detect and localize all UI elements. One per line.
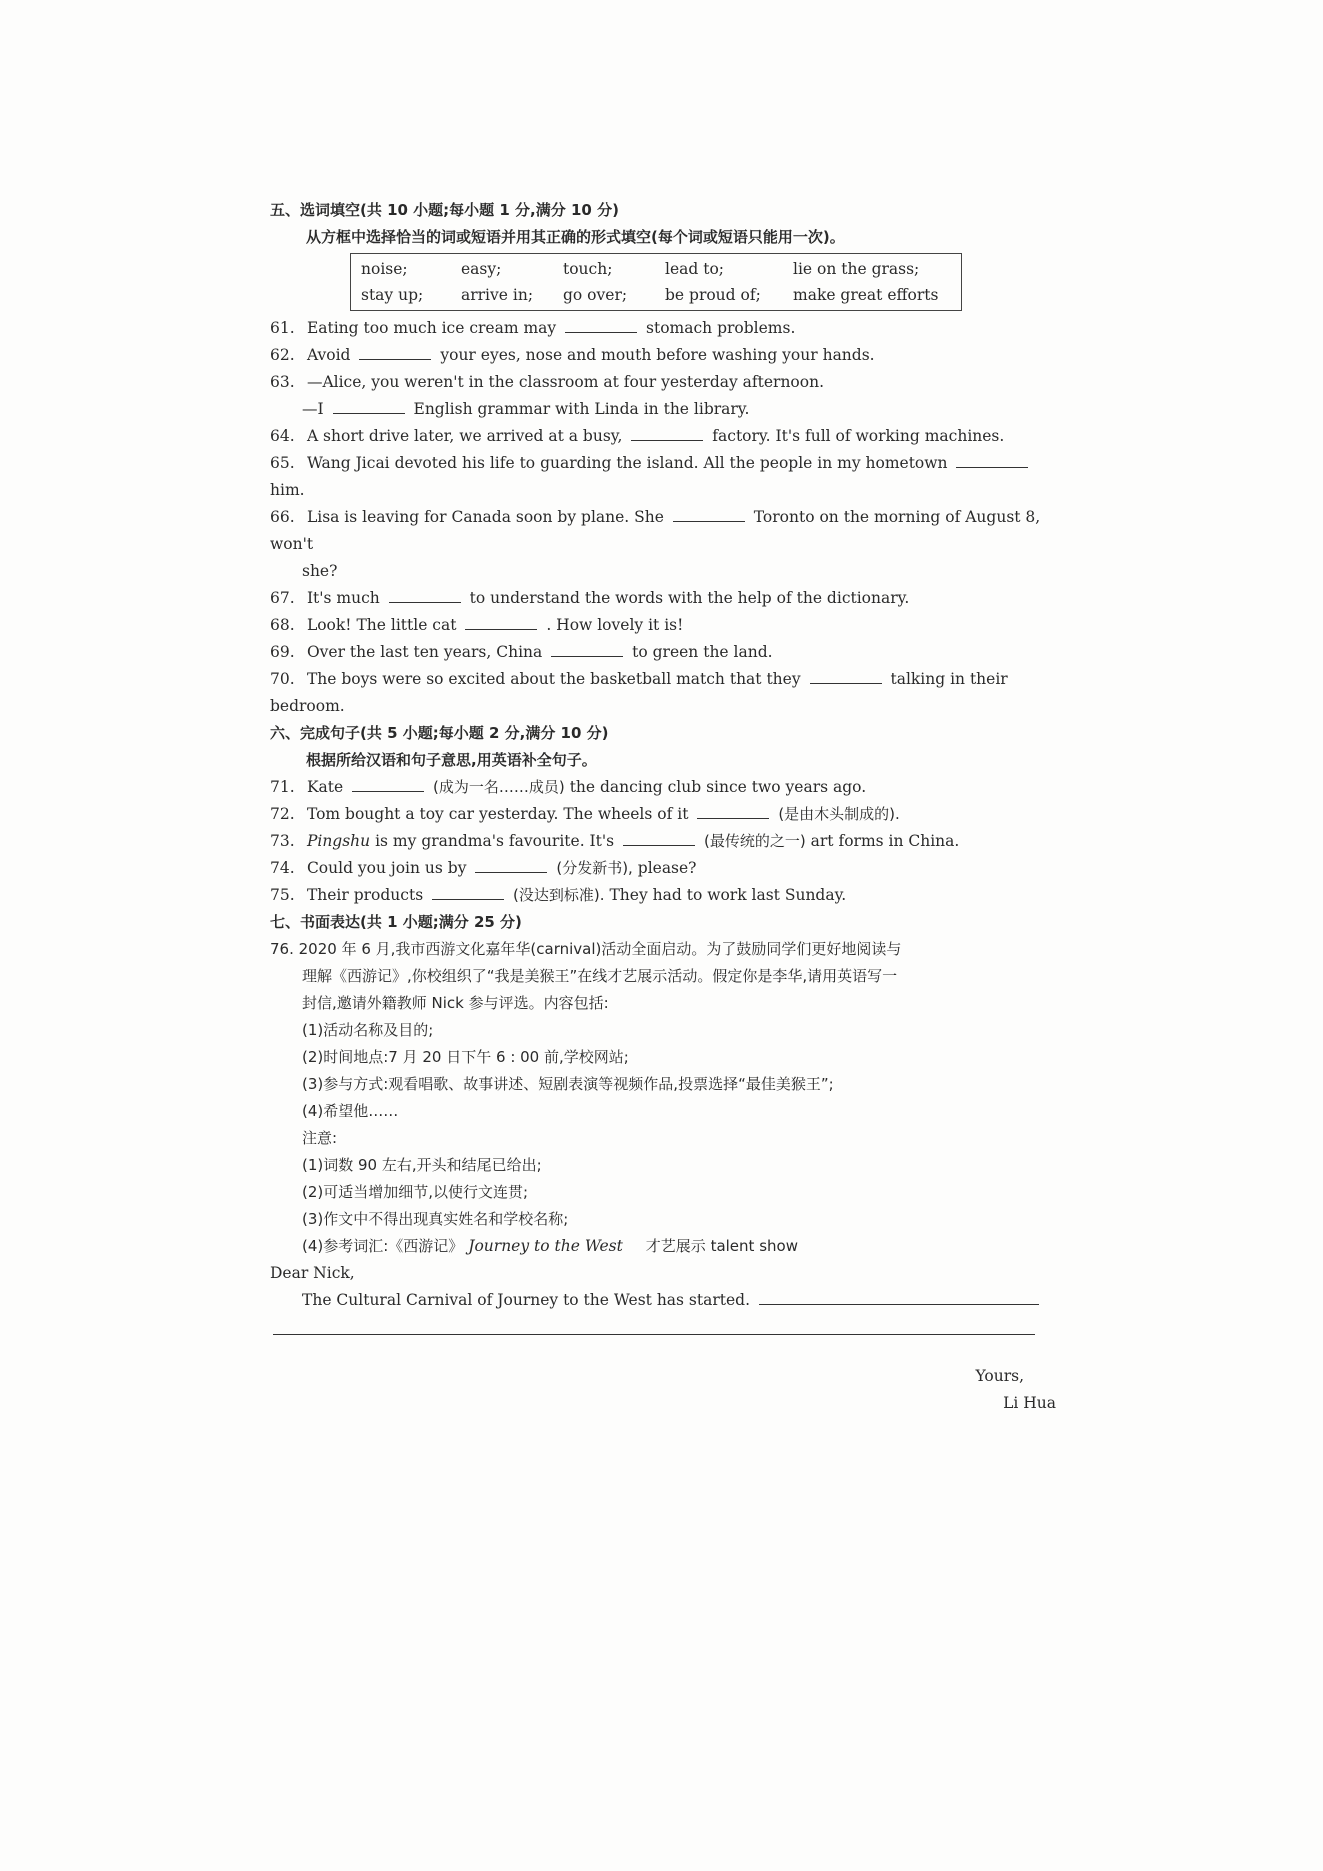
question-text: —Alice, you weren't in the classroom at four yesterday afternoon. — [306, 373, 825, 391]
word-option: lie on the grass; — [793, 259, 920, 278]
answer-blank[interactable] — [623, 831, 695, 846]
question-number: 75. — [270, 886, 295, 904]
letter-greeting: Dear Nick, — [270, 1264, 355, 1282]
question-74 — [270, 855, 1060, 882]
question-text: Avoid — [306, 346, 351, 364]
question-number: 71. — [270, 778, 295, 796]
question-66 — [270, 504, 1060, 558]
question-number: 61. — [270, 319, 295, 337]
question-number: 69. — [270, 643, 295, 661]
question-number: 74. — [270, 859, 295, 877]
answer-blank[interactable] — [697, 804, 769, 819]
question-63 — [270, 369, 1060, 396]
question-text: Look! The little cat — [306, 616, 457, 634]
question-number: 68. — [270, 616, 295, 634]
question-text: It's much — [306, 589, 380, 607]
word-option: touch; — [563, 259, 613, 278]
content-point: (1)活动名称及目的; — [302, 1021, 434, 1039]
question-67 — [270, 585, 1060, 612]
question-text: is my grandma's favourite. It's — [375, 832, 615, 850]
question-number: 63. — [270, 373, 295, 391]
content-point: (4)希望他…… — [302, 1102, 399, 1120]
question-63-reply — [270, 396, 1060, 423]
answer-blank[interactable] — [465, 615, 537, 630]
answer-blank[interactable] — [389, 588, 461, 603]
note-item-vocab — [270, 1233, 1060, 1260]
question-number: 70. — [270, 670, 295, 688]
question-text: factory. It's full of working machines. — [712, 427, 1005, 445]
section7-title: 七、书面表达(共 1 小题;满分 25 分) — [270, 913, 522, 931]
question-text: him. — [270, 481, 305, 499]
answer-blank[interactable] — [352, 777, 424, 792]
answer-blank[interactable] — [475, 858, 547, 873]
question-62 — [270, 342, 1060, 369]
letter-signature: Li Hua — [1003, 1394, 1056, 1412]
question-text: art forms in China. — [810, 832, 960, 850]
note-item: (2)可适当增加细节,以使行文连贯; — [302, 1183, 529, 1201]
word-option: easy; — [461, 259, 502, 278]
question-text: Their products — [306, 886, 424, 904]
question-text: Wang Jicai devoted his life to guarding the island. All the people in my hometown — [306, 454, 948, 472]
section6-instruction: 根据所给汉语和句子意思,用英语补全句子。 — [306, 751, 597, 769]
question-text: —I — [302, 400, 324, 418]
word-option: go over; — [563, 285, 628, 304]
question-text: Lisa is leaving for Canada soon by plane. She — [306, 508, 664, 526]
note-item: (3)作文中不得出现真实姓名和学校名称; — [302, 1210, 569, 1228]
writing-line[interactable] — [759, 1290, 1039, 1305]
question-66-cont — [270, 558, 1060, 585]
question-text: The boys were so excited about the basketball match that they — [306, 670, 801, 688]
question-number: 64. — [270, 427, 295, 445]
question-text: Eating too much ice cream may — [306, 319, 557, 337]
word-option: be proud of; — [665, 285, 761, 304]
chinese-hint: (最传统的之一) — [704, 832, 806, 850]
question-text: please? — [637, 859, 697, 877]
question-61 — [270, 315, 1060, 342]
letter-signoff — [270, 1363, 1056, 1417]
content-point: (2)时间地点:7 月 20 日下午 6 : 00 前,学校网站; — [302, 1048, 629, 1066]
answer-blank[interactable] — [673, 507, 745, 522]
answer-blank[interactable] — [359, 345, 431, 360]
question-69 — [270, 639, 1060, 666]
question-text: the dancing club since two years ago. — [569, 778, 867, 796]
answer-blank[interactable] — [333, 399, 405, 414]
section5-instruction: 从方框中选择恰当的词或短语并用其正确的形式填空(每个词或短语只能用一次)。 — [306, 228, 845, 246]
question-italic-text: Pingshu — [306, 832, 371, 850]
question-text: Kate — [306, 778, 344, 796]
letter-opening: The Cultural Carnival of Journey to the West has started. — [302, 1291, 751, 1309]
word-option: make great efforts — [793, 285, 939, 304]
question-text: They had to work last Sunday. — [609, 886, 847, 904]
question-text: Toronto on the morning of August 8, won't — [270, 508, 1041, 553]
question-text: . How lovely it is! — [546, 616, 684, 634]
question-text: to understand the words with the help of the dictionary. — [469, 589, 910, 607]
note-item: (1)词数 90 左右,开头和结尾已给出; — [302, 1156, 542, 1174]
question-76-line: 76. 2020 年 6 月,我市西游文化嘉年华(carnival)活动全面启动。为了鼓励同学们更好地阅读与 — [270, 940, 902, 958]
question-text: A short drive later, we arrived at a busy, — [306, 427, 623, 445]
word-box — [350, 253, 962, 311]
question-text: English grammar with Linda in the library. — [413, 400, 750, 418]
word-box-row — [351, 256, 961, 282]
question-76-line: 封信,邀请外籍教师 Nick 参与评选。内容包括: — [302, 994, 609, 1012]
question-70 — [270, 666, 1060, 720]
question-text: stomach problems. — [646, 319, 796, 337]
question-75 — [270, 882, 1060, 909]
vocab-italic: Journey to the West — [468, 1237, 623, 1255]
question-number: 73. — [270, 832, 295, 850]
letter-opening-line — [270, 1287, 1060, 1314]
answer-blank[interactable] — [956, 453, 1028, 468]
chinese-hint: (分发新书), — [556, 859, 633, 877]
question-text: talking in their bedroom. — [270, 670, 1008, 715]
answer-blank[interactable] — [551, 642, 623, 657]
exam-content — [270, 197, 1060, 1417]
question-68 — [270, 612, 1060, 639]
answer-blank[interactable] — [565, 318, 637, 333]
question-72 — [270, 801, 1060, 828]
question-number: 62. — [270, 346, 295, 364]
question-number: 72. — [270, 805, 295, 823]
vocab-prefix: (4)参考词汇:《西游记》 — [302, 1237, 464, 1255]
answer-blank[interactable] — [810, 669, 882, 684]
answer-blank[interactable] — [631, 426, 703, 441]
answer-blank[interactable] — [432, 885, 504, 900]
question-text: Could you join us by — [306, 859, 467, 877]
letter-closing: Yours, — [975, 1367, 1024, 1385]
question-71 — [270, 774, 1060, 801]
question-number: 66. — [270, 508, 295, 526]
question-text: your eyes, nose and mouth before washing your hands. — [440, 346, 875, 364]
word-option: arrive in; — [461, 285, 534, 304]
chinese-hint: (是由木头制成的). — [778, 805, 900, 823]
chinese-hint: (没达到标准). — [513, 886, 605, 904]
question-text: she? — [302, 562, 338, 580]
vocab-rest: 才艺展示 talent show — [645, 1237, 798, 1255]
word-option: lead to; — [665, 259, 725, 278]
word-box-row — [351, 282, 961, 308]
question-64 — [270, 423, 1060, 450]
question-text: to green the land. — [632, 643, 773, 661]
question-65 — [270, 450, 1060, 504]
section6-title: 六、完成句子(共 5 小题;每小题 2 分,满分 10 分) — [270, 724, 609, 742]
question-number: 65. — [270, 454, 295, 472]
question-text: Tom bought a toy car yesterday. The wheels of it — [306, 805, 689, 823]
writing-line[interactable] — [273, 1314, 1035, 1335]
question-text: Over the last ten years, China — [306, 643, 543, 661]
section5-title: 五、选词填空(共 10 小题;每小题 1 分,满分 10 分) — [270, 201, 619, 219]
question-76-line: 理解《西游记》,你校组织了“我是美猴王”在线才艺展示活动。假定你是李华,请用英语写一 — [302, 967, 898, 985]
chinese-hint: (成为一名……成员) — [433, 778, 565, 796]
word-option: noise; — [361, 259, 408, 278]
note-label: 注意: — [302, 1129, 338, 1147]
question-number: 67. — [270, 589, 295, 607]
word-option: stay up; — [361, 285, 424, 304]
content-point: (3)参与方式:观看唱歌、故事讲述、短剧表演等视频作品,投票选择“最佳美猴王”; — [302, 1075, 834, 1093]
question-73 — [270, 828, 1060, 855]
